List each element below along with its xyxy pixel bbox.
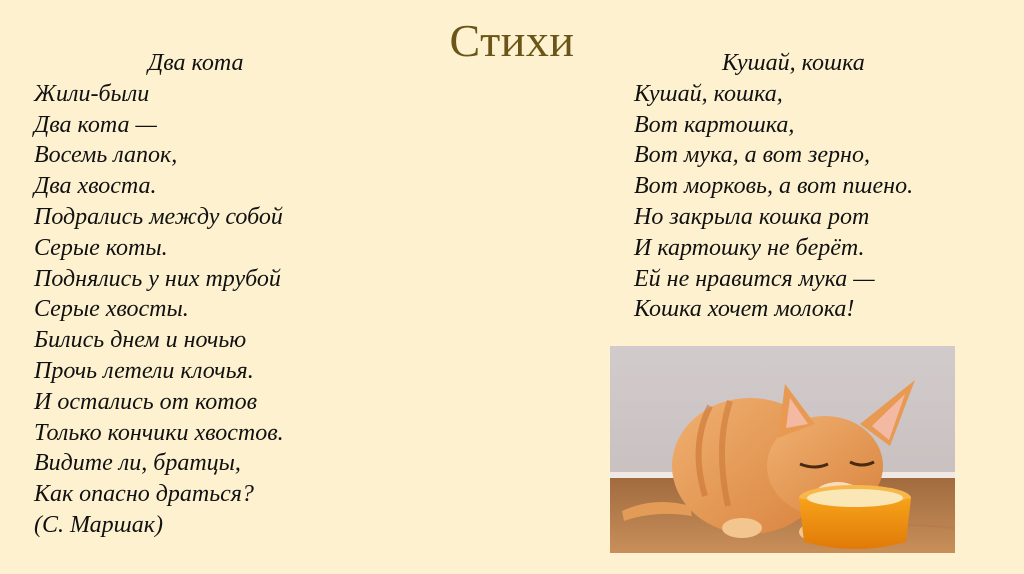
poem-line: Два хвоста. — [34, 173, 157, 200]
poem-line: Жили-были — [34, 80, 150, 107]
slide-title: Стихи — [449, 15, 575, 66]
poem-line: Как опасно драться? — [34, 481, 254, 508]
poem-line: Ей не нравится мука — — [634, 265, 875, 292]
poem-line: Видите ли, братцы, — [34, 450, 241, 477]
poem-line: Вот мука, а вот зерно, — [634, 142, 870, 169]
poem-line: Вот морковь, а вот пшено. — [634, 173, 914, 200]
poem-line: Кушай, кошка, — [634, 80, 783, 107]
poem-line: И картошку не берёт. — [634, 234, 865, 261]
poem-line: Кошка хочет молока! — [634, 296, 855, 323]
poem-line: И остались от котов — [34, 388, 258, 415]
poem-dva-kota — [34, 48, 414, 541]
poem-line: Прочь летели клочья. — [34, 357, 254, 384]
poem-title: Кушай, кошка — [722, 50, 865, 76]
poem-line: Серые хвосты. — [34, 296, 189, 323]
poem-line: Восемь лапок, — [34, 142, 178, 169]
poem-author: (С. Маршак) — [34, 511, 163, 538]
cat-eating-photo — [610, 346, 955, 553]
poem-kushai-koshka — [634, 48, 1014, 325]
poem-line: Вот картошка, — [634, 111, 795, 138]
poem-line: Поднялись у них трубой — [34, 265, 281, 292]
poem-line: Серые коты. — [34, 234, 168, 261]
poem-title: Два кота — [148, 50, 244, 76]
poem-line: Только кончики хвостов. — [34, 419, 284, 446]
poem-line: Бились днем и ночью — [34, 327, 247, 354]
poem-line: Подрались между собой — [34, 203, 283, 230]
poem-line: Но закрыла кошка рот — [634, 203, 870, 230]
poem-line: Два кота — — [34, 111, 157, 138]
